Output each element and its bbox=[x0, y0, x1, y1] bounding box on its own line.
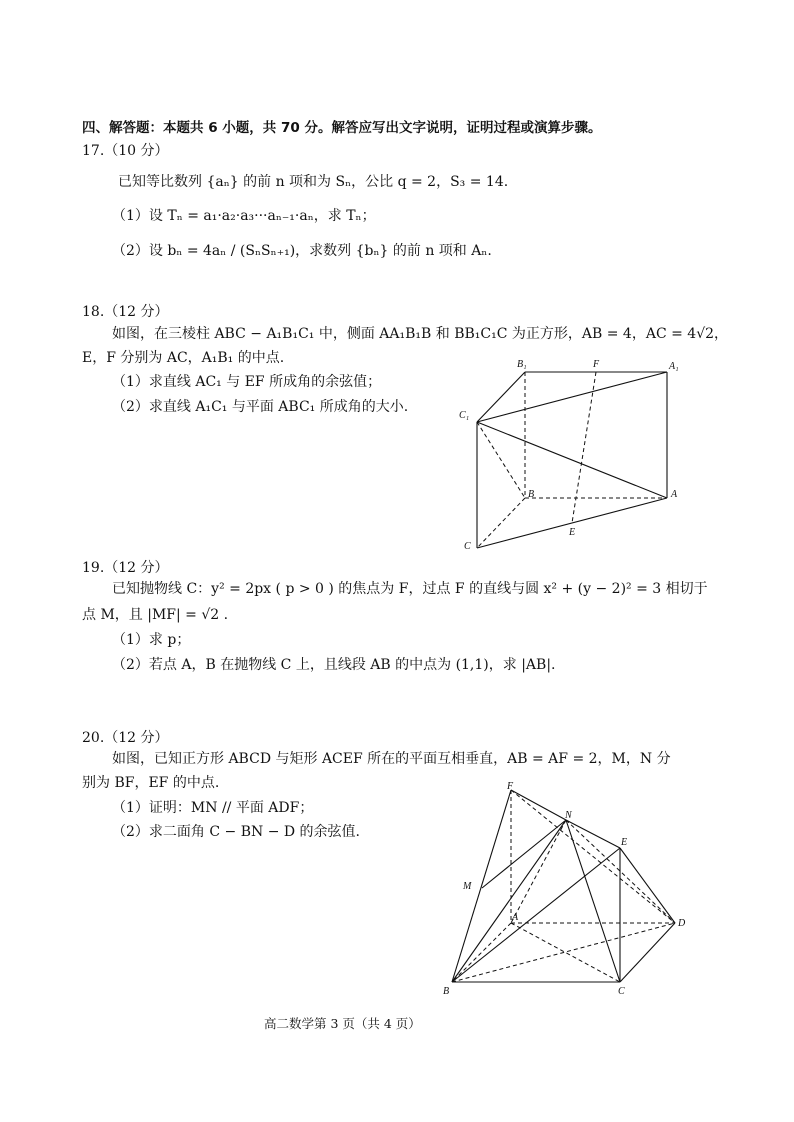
problem-19-part-1: （1）求 p； bbox=[112, 632, 191, 648]
label-m: M bbox=[463, 881, 472, 892]
problem-20-statement-line-1: 如图，已知正方形 ABCD 与矩形 ACEF 所在的平面互相垂直，AB = AF = 2，M，N 分 bbox=[112, 751, 671, 767]
label-c: C bbox=[618, 986, 625, 997]
problem-20-statement-line-2: 别为 BF，EF 的中点. bbox=[82, 775, 220, 791]
problem-19-part-2: （2）若点 A，B 在抛物线 C 上，且线段 AB 的中点为 (1,1)，求 |AB|. bbox=[112, 657, 556, 673]
label-c1: C₁ bbox=[459, 410, 470, 421]
problem-17-part-2: （2）设 bₙ = 4aₙ / (SₙSₙ₊₁)，求数列 {bₙ} 的前 n 项和 Aₙ. bbox=[112, 243, 492, 259]
label-a: A bbox=[671, 489, 678, 500]
problem-20-number: 20.（12 分） bbox=[82, 730, 169, 746]
label-b: B bbox=[443, 986, 450, 997]
problem-17-part-1: （1）设 Tₙ = a₁·a₂·a₃···aₙ₋₁·aₙ，求 Tₙ； bbox=[112, 208, 376, 224]
problem-18-statement-line-1: 如图，在三棱柱 ABC − A₁B₁C₁ 中，侧面 AA₁B₁B 和 BB₁C₁C 为正方形，AB = 4，AC = 4√2， bbox=[112, 326, 729, 342]
label-d: D bbox=[678, 918, 686, 929]
problem-17-number: 17.（10 分） bbox=[82, 143, 169, 159]
label-f: F bbox=[507, 781, 514, 792]
problem-18-part-1: （1）求直线 AC₁ 与 EF 所成角的余弦值； bbox=[112, 374, 382, 390]
problem-19-statement-line-1: 已知抛物线 C：y² = 2px ( p > 0 ) 的焦点为 F，过点 F 的直线与圆 x² + (y − 2)² = 3 相切于 bbox=[112, 581, 708, 597]
label-a1: A₁ bbox=[669, 361, 679, 372]
label-n: N bbox=[565, 810, 572, 821]
label-a: A bbox=[512, 912, 519, 923]
label-e: E bbox=[569, 527, 576, 538]
problem-18-statement-line-2: E，F 分别为 AC，A₁B₁ 的中点. bbox=[82, 350, 285, 366]
problem-20-part-2: （2）求二面角 C − BN − D 的余弦值. bbox=[112, 824, 360, 840]
problem-17-statement: 已知等比数列 {aₙ} 的前 n 项和为 Sₙ，公比 q = 2，S₃ = 14. bbox=[118, 174, 509, 190]
section-header: 四、解答题：本题共 6 小题，共 70 分。解答应写出文字说明，证明过程或演算步骤。 bbox=[82, 120, 602, 136]
label-b: B bbox=[528, 489, 535, 500]
square-rectangle-figure bbox=[435, 780, 695, 1000]
label-e: E bbox=[621, 837, 628, 848]
problem-19-number: 19.（12 分） bbox=[82, 560, 169, 576]
label-f: F bbox=[593, 359, 600, 370]
problem-18-part-2: （2）求直线 A₁C₁ 与平面 ABC₁ 所成角的大小. bbox=[112, 399, 409, 415]
problem-19-statement-line-2: 点 M，且 |MF| = √2 . bbox=[82, 607, 229, 623]
label-c: C bbox=[464, 541, 471, 552]
problem-18-number: 18.（12 分） bbox=[82, 304, 169, 320]
problem-20-part-1: （1）证明：MN // 平面 ADF； bbox=[112, 800, 314, 816]
label-b1: B₁ bbox=[517, 359, 527, 370]
page-footer: 高二数学第 3 页（共 4 页） bbox=[264, 1016, 421, 1031]
prism-figure bbox=[455, 355, 695, 555]
